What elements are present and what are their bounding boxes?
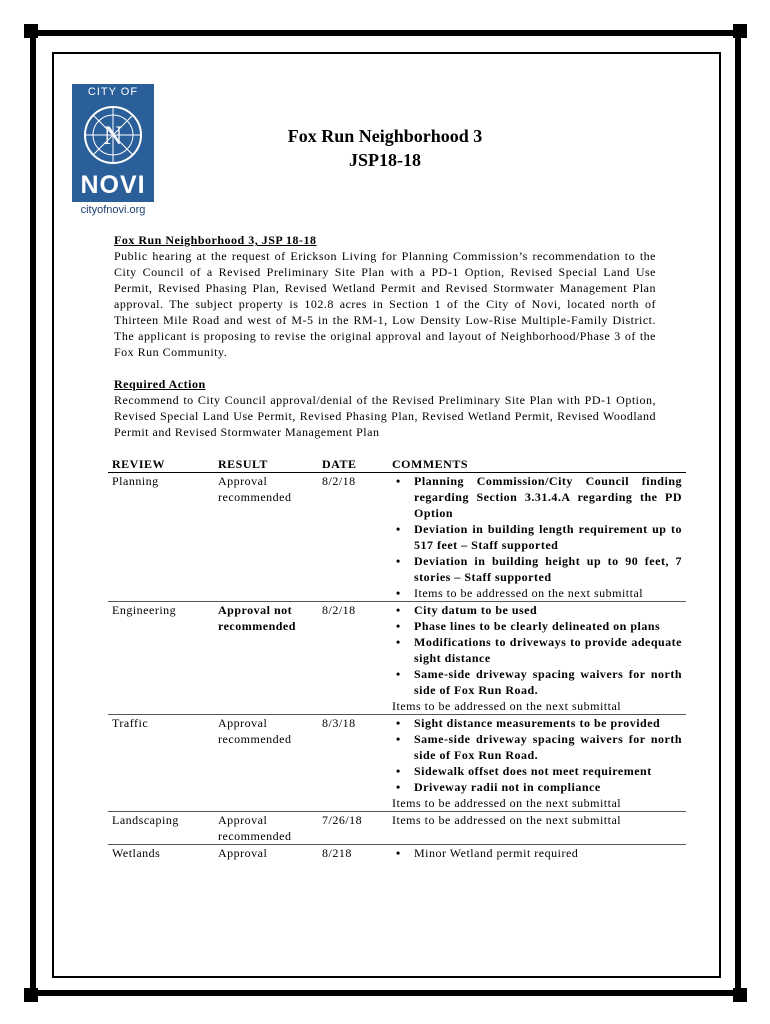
review-cell: Landscaping <box>108 812 214 845</box>
comment-item: • Minor Wetland permit required <box>392 845 682 861</box>
comment-item: • Sidewalk offset does not meet requirement <box>392 763 682 779</box>
border-corner <box>24 24 38 38</box>
comment-item: • Deviation in building length requirement up to 517 feet – Staff supported <box>392 521 682 553</box>
logo-top-text: CITY OF <box>87 86 139 98</box>
city-logo <box>72 84 154 216</box>
table-row <box>108 715 686 812</box>
comments-cell <box>388 812 686 845</box>
summary-heading: Fox Run Neighborhood 3, JSP 18-18 <box>114 233 317 247</box>
summary-body: Public hearing at the request of Erickson Living for Planning Commission’s recommendation to the City Council of a Revised Preliminary Site Plan with a PD-1 Option, Revised Special Land Use Permit, Revised Phasing Plan, Revised Wetland Permit and Revised Stormwater Management Plan approval. The subject property is 102.8 acres in Section 1 of the City of Novi, located north of Thirteen Mile Road and west of M-5 in the RM-1, Low Density Low-Rise Multiple-Family District. The applicant is proposing to revise the original approval and layout of Neighborhood/Phase 3 of the Fox Run Community. <box>114 249 656 359</box>
comment-note: Items to be addressed on the next submittal <box>392 813 622 827</box>
comments-cell <box>388 473 686 602</box>
page-title: Fox Run Neighborhood 3 <box>287 126 483 146</box>
review-cell: Wetlands <box>108 845 214 862</box>
comment-item: • Driveway radii not in compliance <box>392 779 682 795</box>
comment-item: • Planning Commission/City Council finding regarding Section 3.31.4.A regarding the PD Option <box>392 473 682 521</box>
date-cell: 8/3/18 <box>318 715 388 812</box>
border-corner <box>733 24 747 38</box>
date-cell: 8/2/18 <box>322 474 356 488</box>
header-comments: COMMENTS <box>388 456 686 473</box>
page-subtitle: JSP18-18 <box>349 150 421 170</box>
header-result: RESULT <box>214 456 318 473</box>
table-row <box>108 473 686 602</box>
result-cell: Approval recommended <box>214 812 318 845</box>
header-date: DATE <box>318 456 388 473</box>
date-cell: 8/218 <box>318 845 388 862</box>
table-row <box>108 602 686 715</box>
comment-item: • Deviation in building height up to 90 feet, 7 stories – Staff supported <box>392 553 682 585</box>
comment-item: • City datum to be used <box>392 602 682 618</box>
logo-name: NOVI <box>80 171 146 199</box>
summary-section <box>114 232 656 440</box>
review-cell: Engineering <box>108 602 214 715</box>
date-cell: 7/26/18 <box>318 812 388 845</box>
logo-url: cityofnovi.org <box>80 204 146 216</box>
border-corner <box>733 988 747 1002</box>
comments-cell <box>388 602 686 715</box>
required-action-heading: Required Action <box>114 377 206 391</box>
comment-item: • Items to be addressed on the next submittal <box>392 585 682 601</box>
review-cell: Planning <box>112 474 159 488</box>
comments-cell <box>388 845 686 862</box>
comment-item: • Sight distance measurements to be provided <box>392 715 682 731</box>
border-corner <box>24 988 38 1002</box>
header-review: REVIEW <box>108 456 214 473</box>
comment-item: • Same-side driveway spacing waivers for north side of Fox Run Road. <box>392 731 682 763</box>
result-cell: Approval <box>214 845 318 862</box>
comment-item: • Same-side driveway spacing waivers for north side of Fox Run Road. <box>392 666 682 698</box>
table-row <box>108 845 686 862</box>
logo-box <box>72 84 154 202</box>
wheel-emblem-icon <box>81 102 145 168</box>
comment-item: • Modifications to driveways to provide adequate sight distance <box>392 634 682 666</box>
required-action-body: Recommend to City Council approval/denial of the Revised Preliminary Site Plan with PD-1 Option, Revised Special Land Use Permit, Revised Phasing Plan, Revised Wetland Permit, Revised Woodland Permit and Revised Stormwater Management Plan <box>114 393 656 439</box>
date-cell: 8/2/18 <box>318 602 388 715</box>
result-cell: Approval not recommended <box>214 602 318 715</box>
review-table <box>108 456 686 861</box>
result-cell: Approval recommended <box>214 715 318 812</box>
review-cell: Traffic <box>108 715 214 812</box>
comment-note: Items to be addressed on the next submittal <box>392 699 622 713</box>
comments-cell <box>388 715 686 812</box>
comment-item: • Phase lines to be clearly delineated on plans <box>392 618 682 634</box>
comment-note: Items to be addressed on the next submittal <box>392 796 622 810</box>
table-header-row <box>108 456 686 473</box>
svg-text:N: N <box>103 121 123 150</box>
result-cell: Approval recommended <box>218 474 292 504</box>
table-row <box>108 812 686 845</box>
